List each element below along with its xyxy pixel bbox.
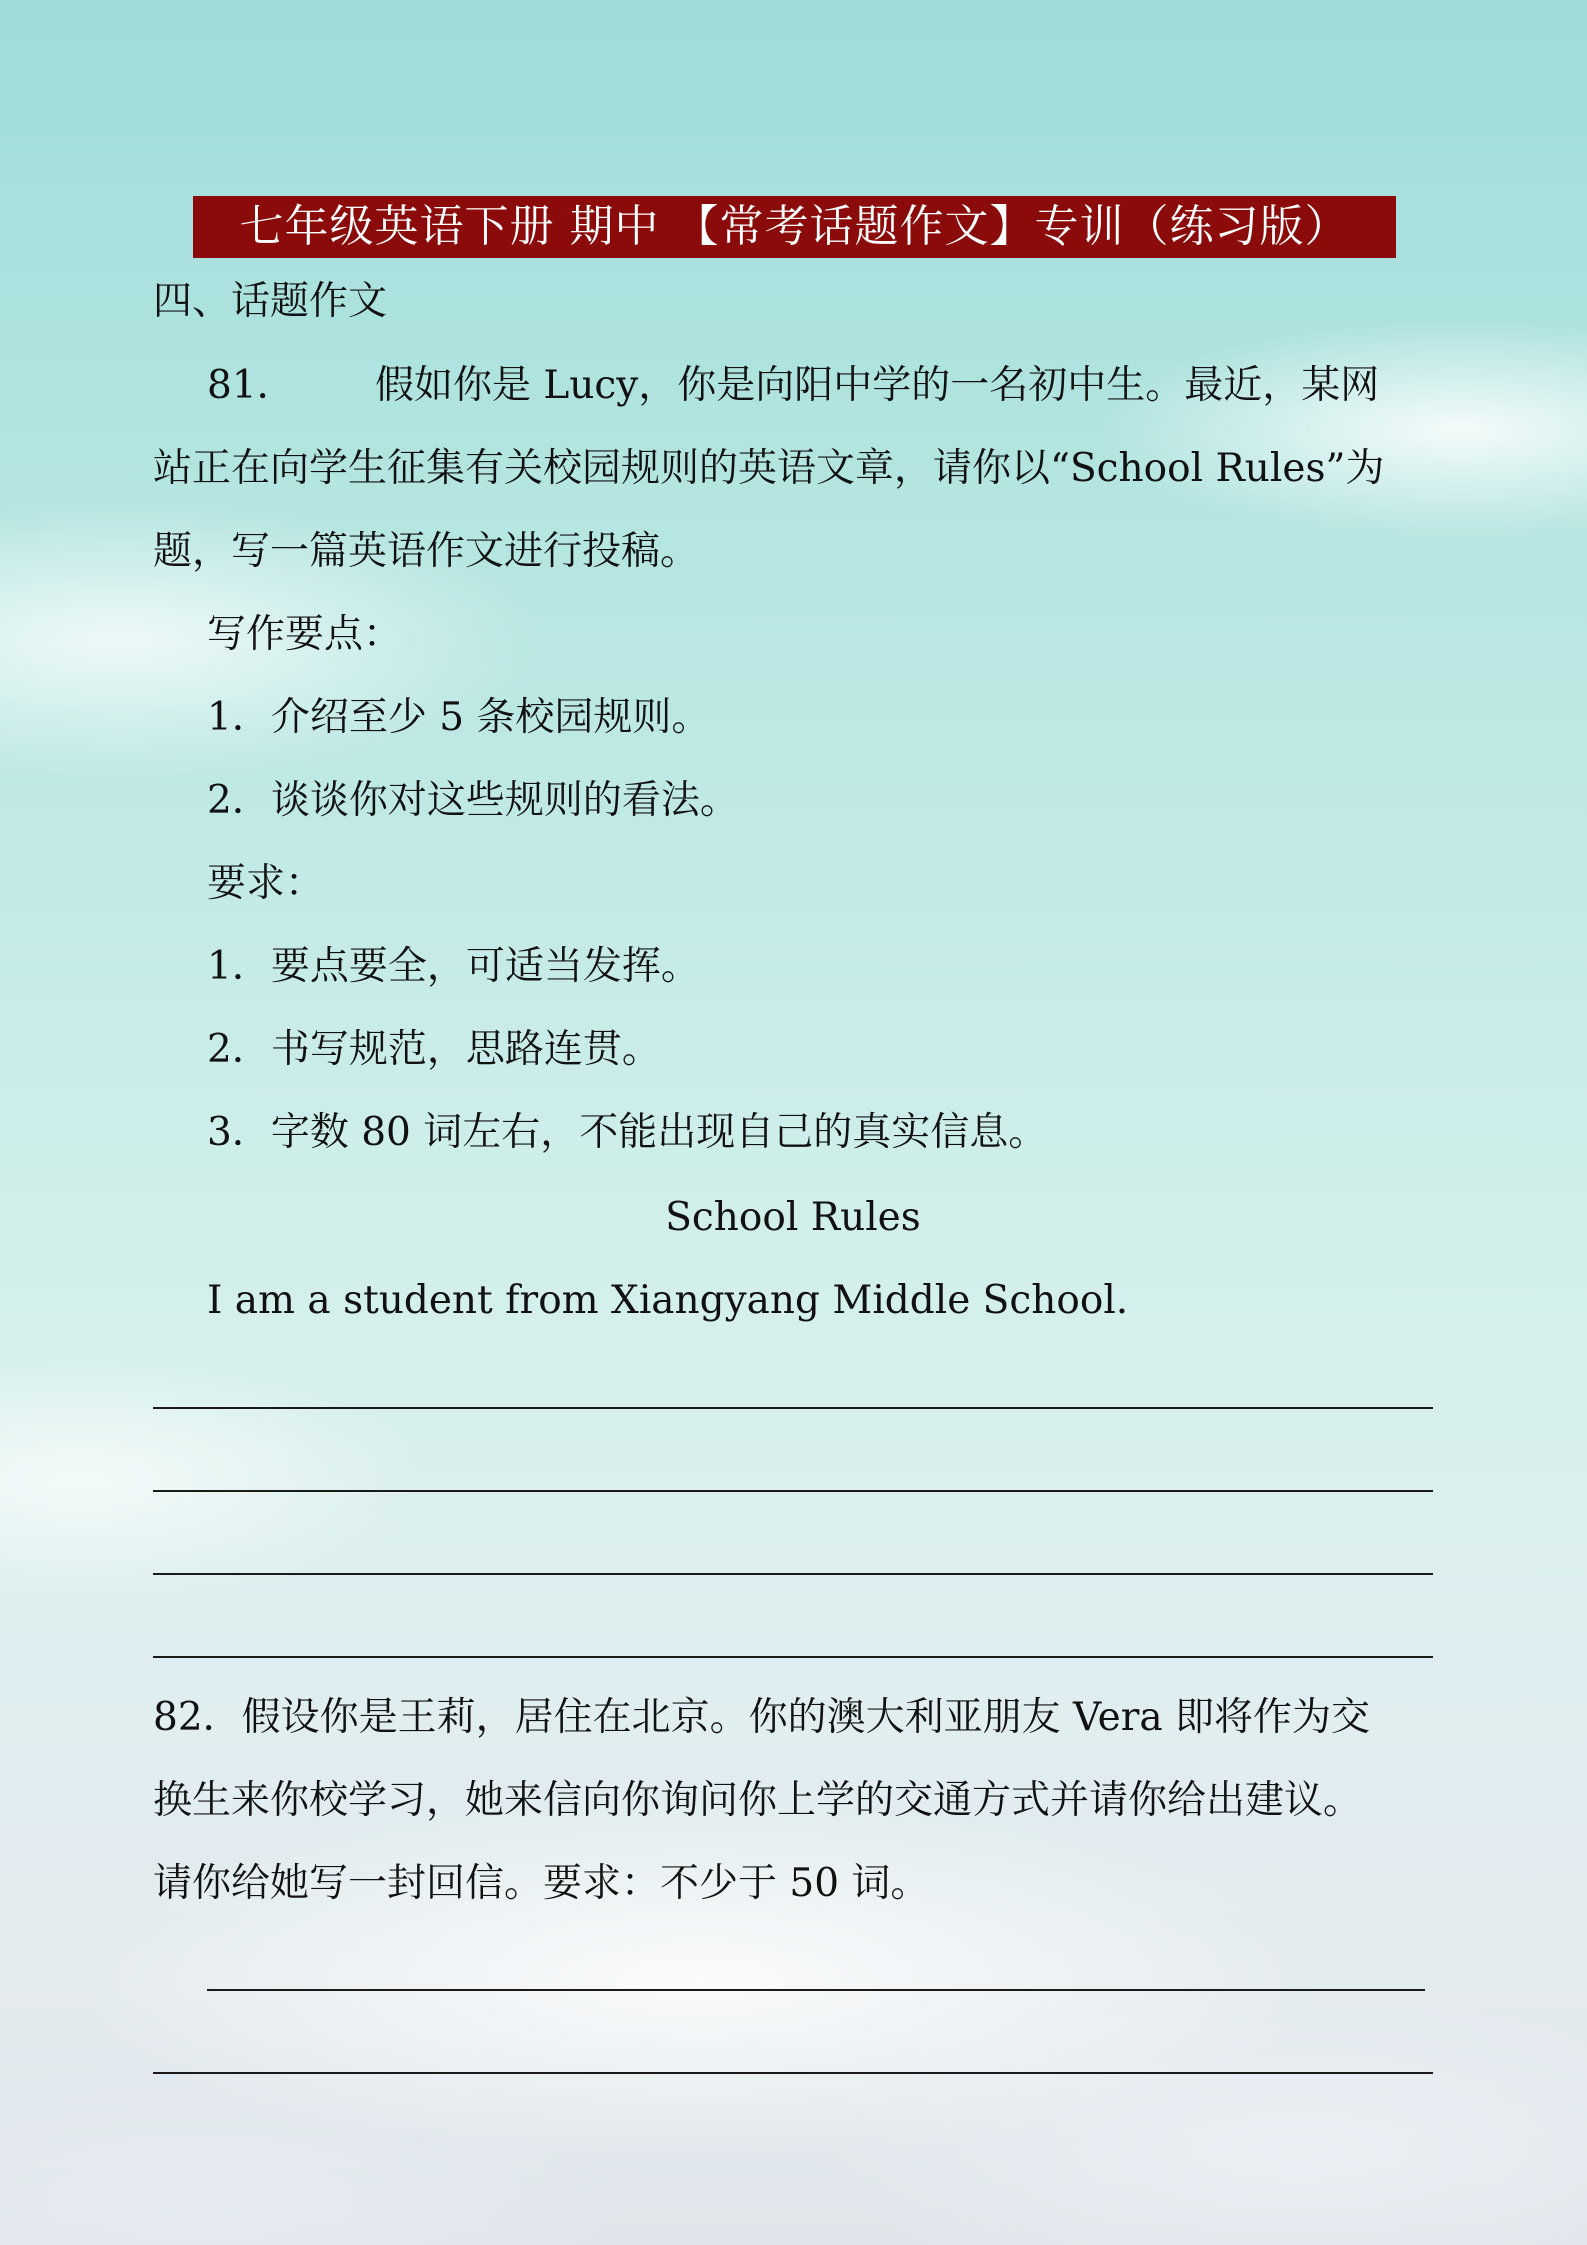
- essay-opening-sentence: I am a student from Xiangyang Middle School.: [207, 1278, 1129, 1323]
- q81-requirements-heading: 要求：: [207, 861, 325, 906]
- q81-requirement-2: 2．书写规范，思路连贯。: [207, 1027, 661, 1072]
- writing-line[interactable]: [153, 1573, 1433, 1575]
- writing-line[interactable]: [153, 1490, 1433, 1492]
- q81-prompt-line-1: 假如你是 Lucy，你是向阳中学的一名初中生。最近，某网: [375, 363, 1380, 408]
- q81-prompt-line-2: 站正在向学生征集有关校园规则的英语文章，请你以“School Rules”为: [153, 446, 1385, 491]
- q81-point-2: 2．谈谈你对这些规则的看法。: [207, 778, 739, 823]
- q81-requirement-3: 3．字数 80 词左右，不能出现自己的真实信息。: [207, 1110, 1048, 1155]
- page-title: 七年级英语下册 期中 【常考话题作文】专训（练习版）: [193, 196, 1396, 258]
- q82-prompt-line-1: 82．假设你是王莉，居住在北京。你的澳大利亚朋友 Vera 即将作为交: [153, 1695, 1370, 1740]
- writing-line[interactable]: [153, 2072, 1433, 2074]
- essay-title: School Rules: [665, 1195, 921, 1240]
- q81-requirement-1: 1．要点要全，可适当发挥。: [207, 944, 700, 989]
- writing-line[interactable]: [207, 1989, 1425, 1991]
- q81-point-1: 1．介绍至少 5 条校园规则。: [207, 695, 711, 740]
- section-heading: 四、话题作文: [153, 279, 388, 324]
- q81-points-heading: 写作要点：: [207, 612, 403, 657]
- q82-prompt-line-3: 请你给她写一封回信。要求：不少于 50 词。: [153, 1861, 930, 1906]
- writing-line[interactable]: [153, 1656, 1433, 1658]
- q82-prompt-line-2: 换生来你校学习，她来信向你询问你上学的交通方式并请你给出建议。: [153, 1778, 1363, 1823]
- writing-line[interactable]: [153, 1407, 1433, 1409]
- q81-prompt-line-3: 题，写一篇英语作文进行投稿。: [153, 529, 700, 574]
- q81-number: 81．: [207, 363, 296, 408]
